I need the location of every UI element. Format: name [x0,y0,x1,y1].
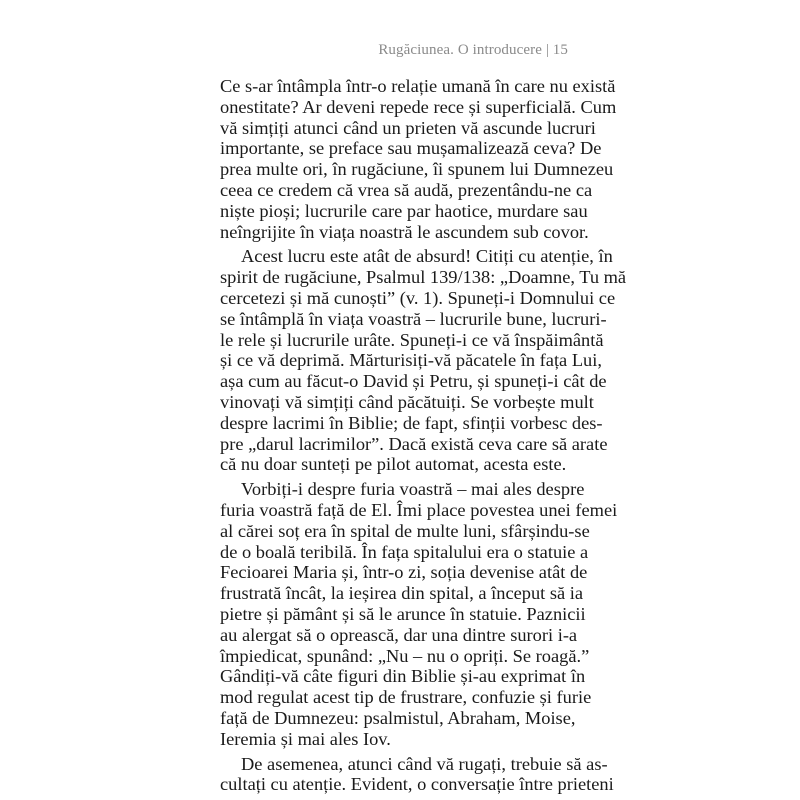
text-line: vă simțiți atunci când un prieten vă ascunde lucruri [220,117,596,138]
text-line: se întâmplă în viața voastră – lucrurile bune, lucruri- [220,308,607,329]
text-line: așa cum au făcut-o David și Petru, și spuneți-i cât de [220,371,607,392]
paragraph-4 [220,753,614,796]
text-line: față de Dumnezeu: psalmistul, Abraham, Moise, [220,707,576,728]
running-header: Rugăciunea. O introducere | 15 [378,42,568,58]
text-line: de o boală teribilă. În fața spitalului era o statuie a [220,541,589,562]
text-line: Ieremia și mai ales Iov. [220,728,391,749]
text-line: Fecioarei Maria și, într-o zi, soția devenise atât de [220,562,588,583]
text-line: frustrată încât, la ieșirea din spital, a început să ia [220,583,584,604]
text-line: pre „darul lacrimilor”. Dacă există ceva care să arate [220,433,608,454]
text-line: Vorbiți-i despre furia voastră – mai ales despre [241,479,585,500]
text-line: De asemenea, atunci când vă rugați, trebuie să as- [241,753,608,774]
text-line: prea multe ori, în rugăciune, îi spunem lui Dumnezeu [220,159,614,180]
text-line: Acest lucru este atât de absurd! Citiți cu atenție, în [241,246,613,267]
text-line: niște pioși; lucrurile care par haotice, murdare sau [220,200,588,221]
text-line: și ce vă deprimă. Mărturisiți-vă păcatele în fața Lui, [220,350,602,371]
text-line: al cărei soț era în spital de multe luni, sfârșindu-se [220,520,590,541]
text-line: furia voastră față de El. Îmi place povestea unei femei [220,499,618,520]
text-line: Gândiți-vă câte figuri din Biblie și-au exprimat în [220,666,586,687]
text-line: onestitate? Ar deveni repede rece și superficială. Cum [220,96,617,117]
text-line: împiedicat, spunând: „Nu – nu o opriți. Se roagă.” [220,645,590,666]
paragraph-3 [220,479,618,749]
paragraph-1 [220,76,617,242]
text-line: cercetezi și mă cunoști” (v. 1). Spuneți-i Domnului ce [220,287,616,308]
body-text [220,76,627,799]
text-line: mod regulat acest tip de frustrare, confuzie și furie [220,687,592,708]
text-line: importante, se preface sau mușamalizează ceva? De [220,138,602,159]
text-line: despre lacrimi în Biblie; de fapt, sfinții vorbesc des- [220,412,603,433]
text-line: au alergat să o oprească, dar una dintre surori i-a [220,624,578,645]
text-line: vinovați vă simțiți când păcătuiți. Se vorbește mult [220,391,594,412]
text-line: cultați cu atenție. Evident, o conversație între prieteni [220,774,614,795]
text-line: pietre și pământ și să le arunce în statuie. Paznicii [220,603,586,624]
text-line: că nu doar sunteți pe pilot automat, acesta este. [220,454,567,475]
text-line: spirit de rugăciune, Psalmul 139/138: „Doamne, Tu mă [220,267,627,288]
text-line: neîngrijite în viața noastră le ascundem sub covor. [220,221,589,242]
paragraph-2 [220,246,627,475]
text-line: Ce s-ar întâmpla într-o relație umană în care nu există [220,76,616,96]
text-line: le rele și lucrurile urâte. Spuneți-i ce vă înspăimântă [220,329,604,350]
text-line: ceea ce credem că vrea să audă, prezentându-ne ca [220,179,593,200]
